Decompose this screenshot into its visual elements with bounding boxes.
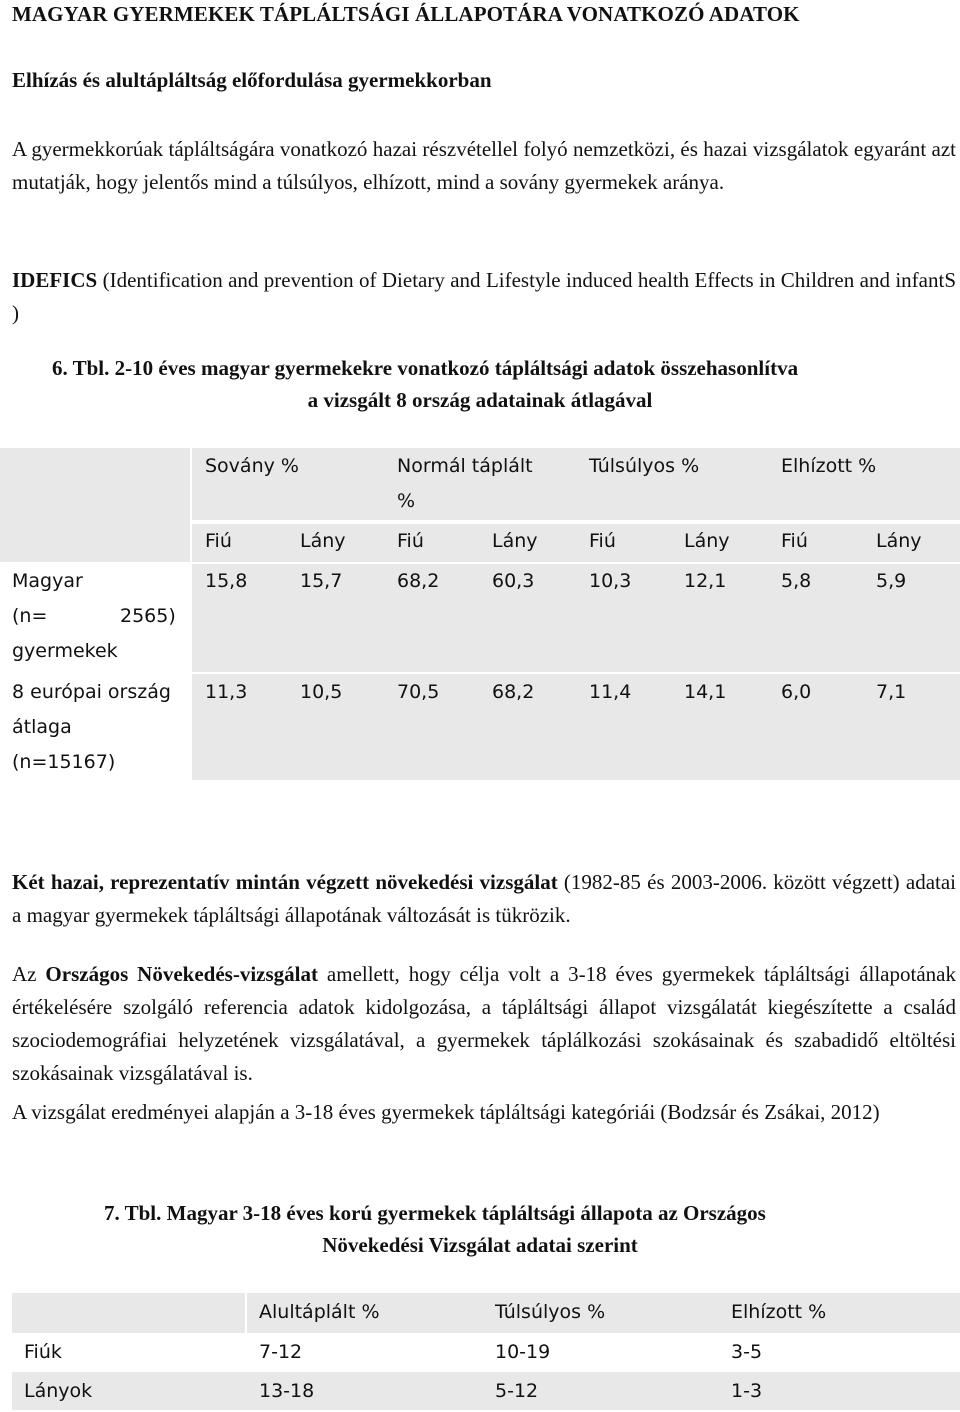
national-study-paragraph xyxy=(12,958,956,1090)
row-label-magyar-n-value: 2565) xyxy=(120,605,176,627)
table-cell: 68,2 xyxy=(397,570,440,592)
sex-header: Lány xyxy=(492,530,538,552)
page-title: MAGYAR GYERMEKEK TÁPLÁLTSÁGI ÁLLAPOTÁRA VONATKOZÓ ADATOK xyxy=(12,2,800,26)
table-cell: 14,1 xyxy=(684,681,727,703)
table-cell: 10,3 xyxy=(589,570,632,592)
table-cell: 10,5 xyxy=(300,681,343,703)
table7-row-label-lanyok: Lányok xyxy=(24,1380,93,1402)
table7-row-label-fiuk: Fiúk xyxy=(24,1341,62,1363)
table-cell: 15,8 xyxy=(205,570,248,592)
table-cell: 15,7 xyxy=(300,570,343,592)
table6-corner-shade xyxy=(0,448,190,562)
sex-header: Lány xyxy=(876,530,922,552)
table7-caption-line2: Növekedési Vizsgálat adatai szerint xyxy=(322,1233,638,1257)
table-cell: 6,0 xyxy=(781,681,812,703)
table-cell: 3-5 xyxy=(731,1341,763,1363)
table6-caption-line2: a vizsgált 8 ország adatainak átlagával xyxy=(307,388,653,412)
table-cell: 5,9 xyxy=(876,570,907,592)
growth-study-bold: Két hazai, reprezentatív mintán végzett növekedési vizsgálat xyxy=(12,870,558,894)
sex-header: Fiú xyxy=(397,530,424,552)
growth-study-text: (1982-85 és 2003-2006. között végzett) adatai a magyar gyermekek tápláltsági állapotának változását is tükrözik. xyxy=(12,870,956,927)
group-header-normal: Normál táplált xyxy=(397,455,533,477)
row-label-europe: 8 európai ország xyxy=(12,681,171,703)
table6-caption-line1: 6. Tbl. 2-10 éves magyar gyermekekre vonatkozó tápláltsági adatok összehasonlítva xyxy=(52,356,799,380)
group-header-normal-percent: % xyxy=(397,490,416,512)
sex-header: Fiú xyxy=(781,530,808,552)
row-label-magyar-gyermekek: gyermekek xyxy=(12,640,118,662)
table-cell: 1-3 xyxy=(731,1380,763,1402)
sex-header: Fiú xyxy=(589,530,616,552)
table-cell: 60,3 xyxy=(492,570,535,592)
national-study-text: amellett, hogy célja volt a 3-18 éves gyermekek tápláltsági állapotának értékelésére szolgáló referencia adatok kidolgozása, a tápláltsági állapot vizsgálatát kiegészítette a család szociodemográfiai helyzetének vizsgálatával, a gyermekek táplálkozási szokásainak és szabadidő eltöltési szokásainak vizsgálatával is. xyxy=(12,962,956,1085)
group-header-tulsulyos: Túlsúlyos % xyxy=(589,455,700,477)
row-label-magyar-n: (n= xyxy=(12,605,48,627)
row-label-magyar: Magyar xyxy=(12,570,83,592)
national-study-prefix: Az xyxy=(12,962,46,986)
idefics-paragraph xyxy=(12,264,956,330)
results-paragraph: A vizsgálat eredményei alapján a 3-18 éves gyermekek tápláltsági kategóriái (Bodzsár és Zsákai, 2012) xyxy=(12,1100,880,1124)
sex-header: Lány xyxy=(684,530,730,552)
sex-header: Fiú xyxy=(205,530,232,552)
table-cell: 11,4 xyxy=(589,681,632,703)
table-cell: 5,8 xyxy=(781,570,812,592)
table7-header-tulsulyos: Túlsúlyos % xyxy=(495,1301,606,1323)
idefics-bold: IDEFICS xyxy=(12,268,98,292)
intro-paragraph: A gyermekkorúak tápláltságára vonatkozó hazai részvétellel folyó nemzetközi, és hazai vizsgálatok egyaránt azt mutatják, hogy jelentős mind a túlsúlyos, elhízott, mind a sovány gyermekek aránya. xyxy=(12,137,956,194)
table-cell: 7,1 xyxy=(876,681,907,703)
idefics-text: (Identification and prevention of Dietary and Lifestyle induced health Effects in Children and infantS ) xyxy=(12,268,956,325)
table-cell: 12,1 xyxy=(684,570,727,592)
table-cell: 7-12 xyxy=(259,1341,303,1363)
table-cell: 68,2 xyxy=(492,681,535,703)
table7-caption xyxy=(0,1197,960,1261)
table-cell: 13-18 xyxy=(259,1380,315,1402)
table-cell: 70,5 xyxy=(397,681,440,703)
group-header-elhizott: Elhízott % xyxy=(781,455,877,477)
table7-row2-shade xyxy=(12,1372,960,1410)
table-cell: 5-12 xyxy=(495,1380,539,1402)
group-header-sovany: Sovány % xyxy=(205,455,299,477)
section-subtitle: Elhízás és alultápláltság előfordulása gyermekkorban xyxy=(12,68,492,92)
table6-caption xyxy=(0,352,960,416)
table7-corner-shade xyxy=(12,1293,245,1333)
table-cell: 10-19 xyxy=(495,1341,551,1363)
growth-study-paragraph xyxy=(12,866,956,932)
table7-header-alultaplalt: Alultáplált % xyxy=(259,1301,380,1323)
table7-header-elhizott: Elhízott % xyxy=(731,1301,827,1323)
row-label-europe-average: átlaga xyxy=(12,716,72,738)
table7-caption-line1: 7. Tbl. Magyar 3-18 éves korú gyermekek tápláltsági állapota az Országos xyxy=(104,1201,766,1225)
national-study-bold: Országos Növekedés-vizsgálat xyxy=(45,962,318,986)
row-label-europe-n: (n=15167) xyxy=(12,751,116,773)
table-cell: 11,3 xyxy=(205,681,248,703)
sex-header: Lány xyxy=(300,530,346,552)
